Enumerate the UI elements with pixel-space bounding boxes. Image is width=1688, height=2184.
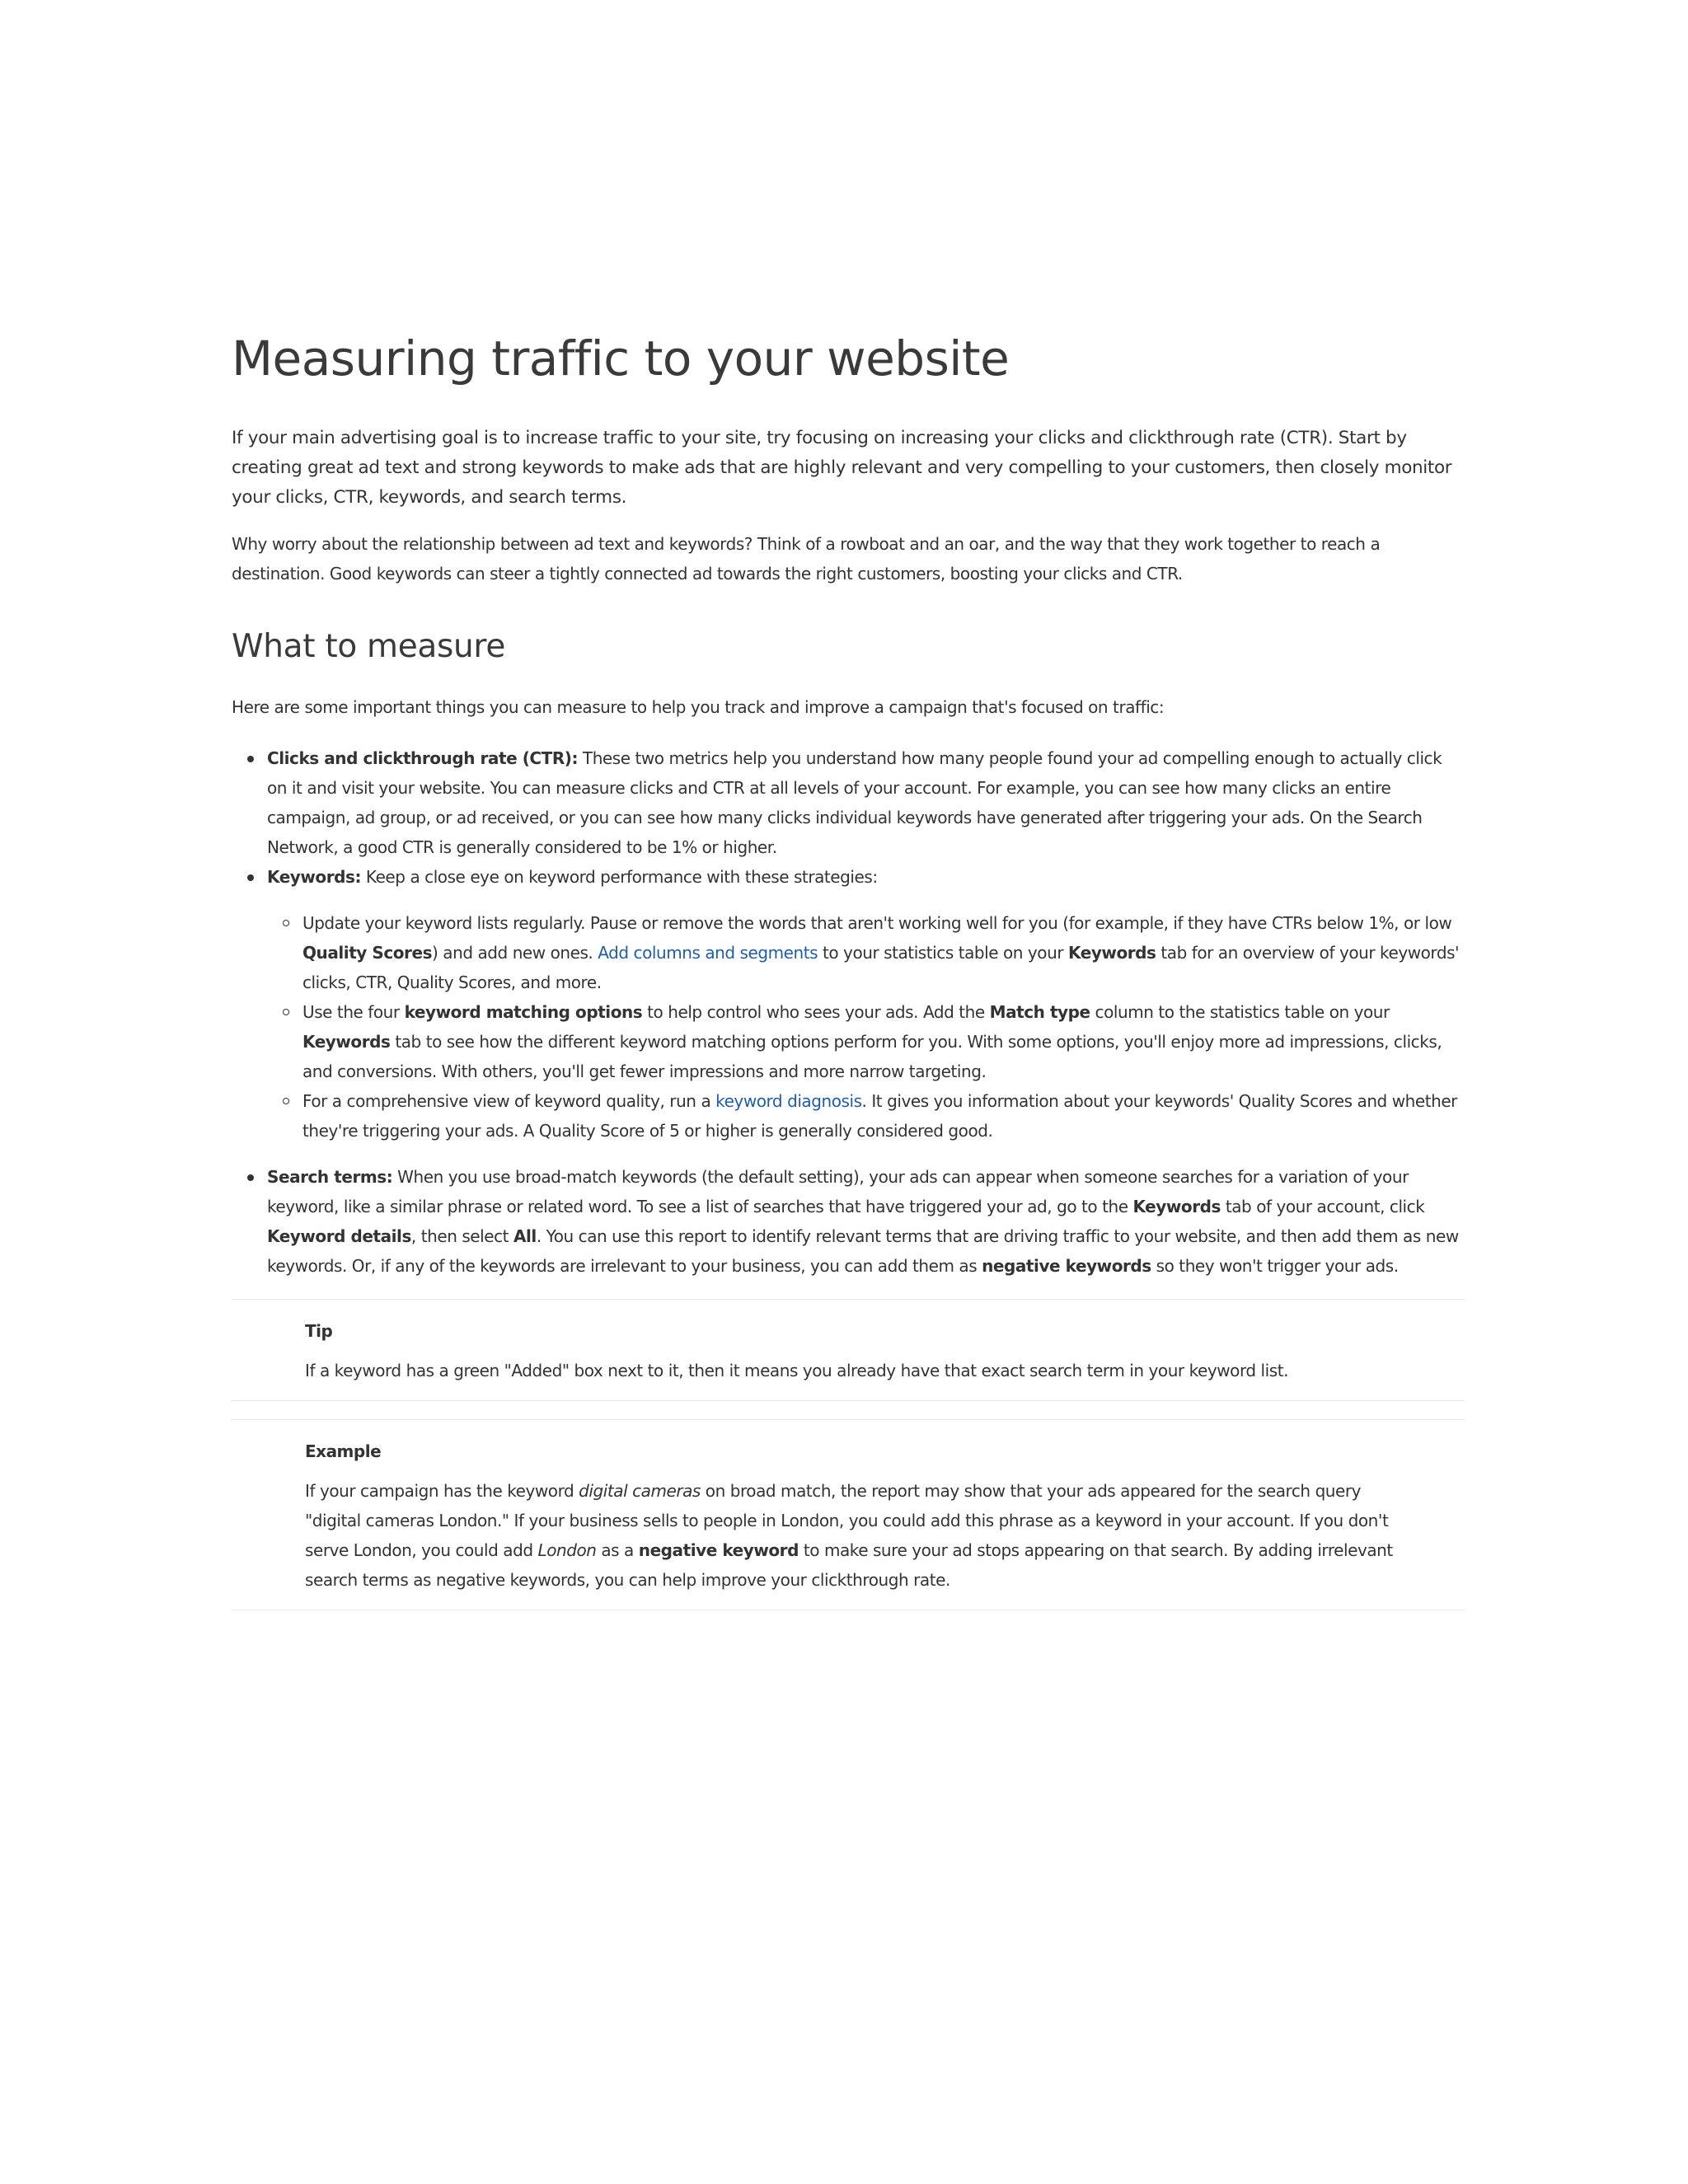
- text: to make sure your ad stops appearing on that search. By adding irrelevant search terms as negative keywords, you can help improve your clickthrough rate.: [305, 1540, 1393, 1590]
- section-heading: What to measure: [232, 628, 506, 665]
- text: For a comprehensive view of keyword quality, run a: [302, 1091, 716, 1111]
- keywords-term: Keywords:: [267, 867, 361, 887]
- all-bold: All: [513, 1226, 537, 1246]
- intro-paragraph: If your main advertising goal is to increase traffic to your site, try focusing on increasing your clicks and clickthrough rate (CTR). Start by creating great ad text and strong keywords to make ads that are highly relevant and very compelling to your customers, then closely monitor your clicks, CTR, keywords, and search terms.: [232, 428, 1452, 508]
- search-terms-term: Search terms:: [267, 1167, 393, 1187]
- matching-options-bold: keyword matching options: [404, 1002, 643, 1022]
- strategy-matching-options: [302, 997, 1465, 1086]
- list-item-search-terms: [267, 1162, 1465, 1281]
- keyword-diagnosis-link[interactable]: keyword diagnosis: [715, 1091, 862, 1111]
- text: on broad match, the report may show that your ads appeared for the search query "digital cameras London." If your business sells to people in London, you could add this phrase as a keyword in your account. If you don't serve London, you could add: [305, 1481, 1389, 1560]
- text: as a: [596, 1540, 639, 1560]
- text: , then select: [410, 1226, 513, 1246]
- clicks-term: Clicks and clickthrough rate (CTR):: [267, 748, 579, 768]
- text: column to the statistics table on your: [1090, 1002, 1390, 1022]
- text: ) and add new ones.: [432, 943, 598, 963]
- digital-cameras-italic: digital cameras: [579, 1481, 701, 1501]
- text: tab of your account, click: [1220, 1197, 1425, 1216]
- text: . It gives you information about your keywords' Quality Scores and whether they're triggering your ads. A Quality Score of 5 or higher is generally considered good.: [302, 1091, 1457, 1141]
- strategy-keyword-diagnosis: [302, 1086, 1465, 1146]
- tip-title: Tip: [305, 1321, 333, 1341]
- text: When you use broad-match keywords (the default setting), your ads can appear when someone searches for a variation of your keyword, like a similar phrase or related word. To see a list of searches that have triggered your ad, go to the: [267, 1167, 1409, 1216]
- clicks-text: These two metrics help you understand how many people found your ad compelling enough to actually click on it and visit your website. You can measure clicks and CTR at all levels of your account. For example, you can see how many clicks an entire campaign, ad group, or ad received, or you can see how many clicks individual keywords have generated after triggering your ads. On the Search Network, a good CTR is generally considered to be 1% or higher.: [267, 748, 1442, 857]
- add-columns-link[interactable]: Add columns and segments: [598, 943, 818, 963]
- negative-keyword-bold: negative keyword: [638, 1540, 799, 1560]
- keywords-text: Keep a close eye on keyword performance with these strategies:: [361, 867, 878, 887]
- match-type-bold: Match type: [989, 1002, 1090, 1022]
- quality-scores-bold: Quality Scores: [302, 943, 433, 963]
- london-italic: London: [537, 1540, 597, 1560]
- example-title: Example: [305, 1441, 382, 1461]
- example-callout: [232, 1419, 1465, 1610]
- keywords-bold: Keywords: [302, 1032, 391, 1052]
- text: to your statistics table on your: [818, 943, 1069, 963]
- text: . You can use this report to identify relevant terms that are driving traffic to your website, and then add them as new keywords. Or, if any of the keywords are irrelevant to your business, you can add them as: [267, 1226, 1459, 1276]
- text: Use the four: [302, 1002, 405, 1022]
- example-text: [305, 1476, 1465, 1595]
- keyword-details-bold: Keyword details: [267, 1226, 411, 1246]
- article: [232, 330, 1465, 1610]
- list-item-keywords: [267, 862, 1465, 1146]
- measure-list: [232, 743, 1465, 1281]
- negative-keywords-bold: negative keywords: [982, 1256, 1151, 1276]
- text: to help control who sees your ads. Add the: [642, 1002, 990, 1022]
- keywords-bold: Keywords: [1068, 943, 1156, 963]
- text: If your campaign has the keyword: [305, 1481, 579, 1501]
- text: tab for an overview of your keywords' clicks, CTR, Quality Scores, and more.: [302, 943, 1460, 992]
- tip-text: If a keyword has a green "Added" box next to it, then it means you already have that exact search term in your keyword list.: [305, 1361, 1289, 1380]
- section-lead: Here are some important things you can measure to help you track and improve a campaign that's focused on traffic:: [232, 697, 1165, 717]
- strategy-update-lists: [302, 908, 1465, 997]
- tip-callout: [232, 1299, 1465, 1401]
- keywords-strategies-list: [267, 908, 1465, 1146]
- list-item-clicks: [267, 743, 1465, 862]
- rowboat-paragraph: Why worry about the relationship between ad text and keywords? Think of a rowboat and an oar, and the way that they work together to reach a destination. Good keywords can steer a tightly connected ad towards the right customers, boosting your clicks and CTR.: [232, 534, 1381, 583]
- keywords-bold: Keywords: [1132, 1197, 1221, 1216]
- text: Update your keyword lists regularly. Pause or remove the words that aren't working well for you (for example, if they have CTRs below 1%, or low: [302, 913, 1452, 933]
- text: tab to see how the different keyword matching options perform for you. With some options, you'll enjoy more ad impressions, clicks, and conversions. With others, you'll get fewer impressions and more narrow targeting.: [302, 1032, 1442, 1081]
- text: so they won't trigger your ads.: [1151, 1256, 1399, 1276]
- page-title: Measuring traffic to your website: [232, 330, 1010, 387]
